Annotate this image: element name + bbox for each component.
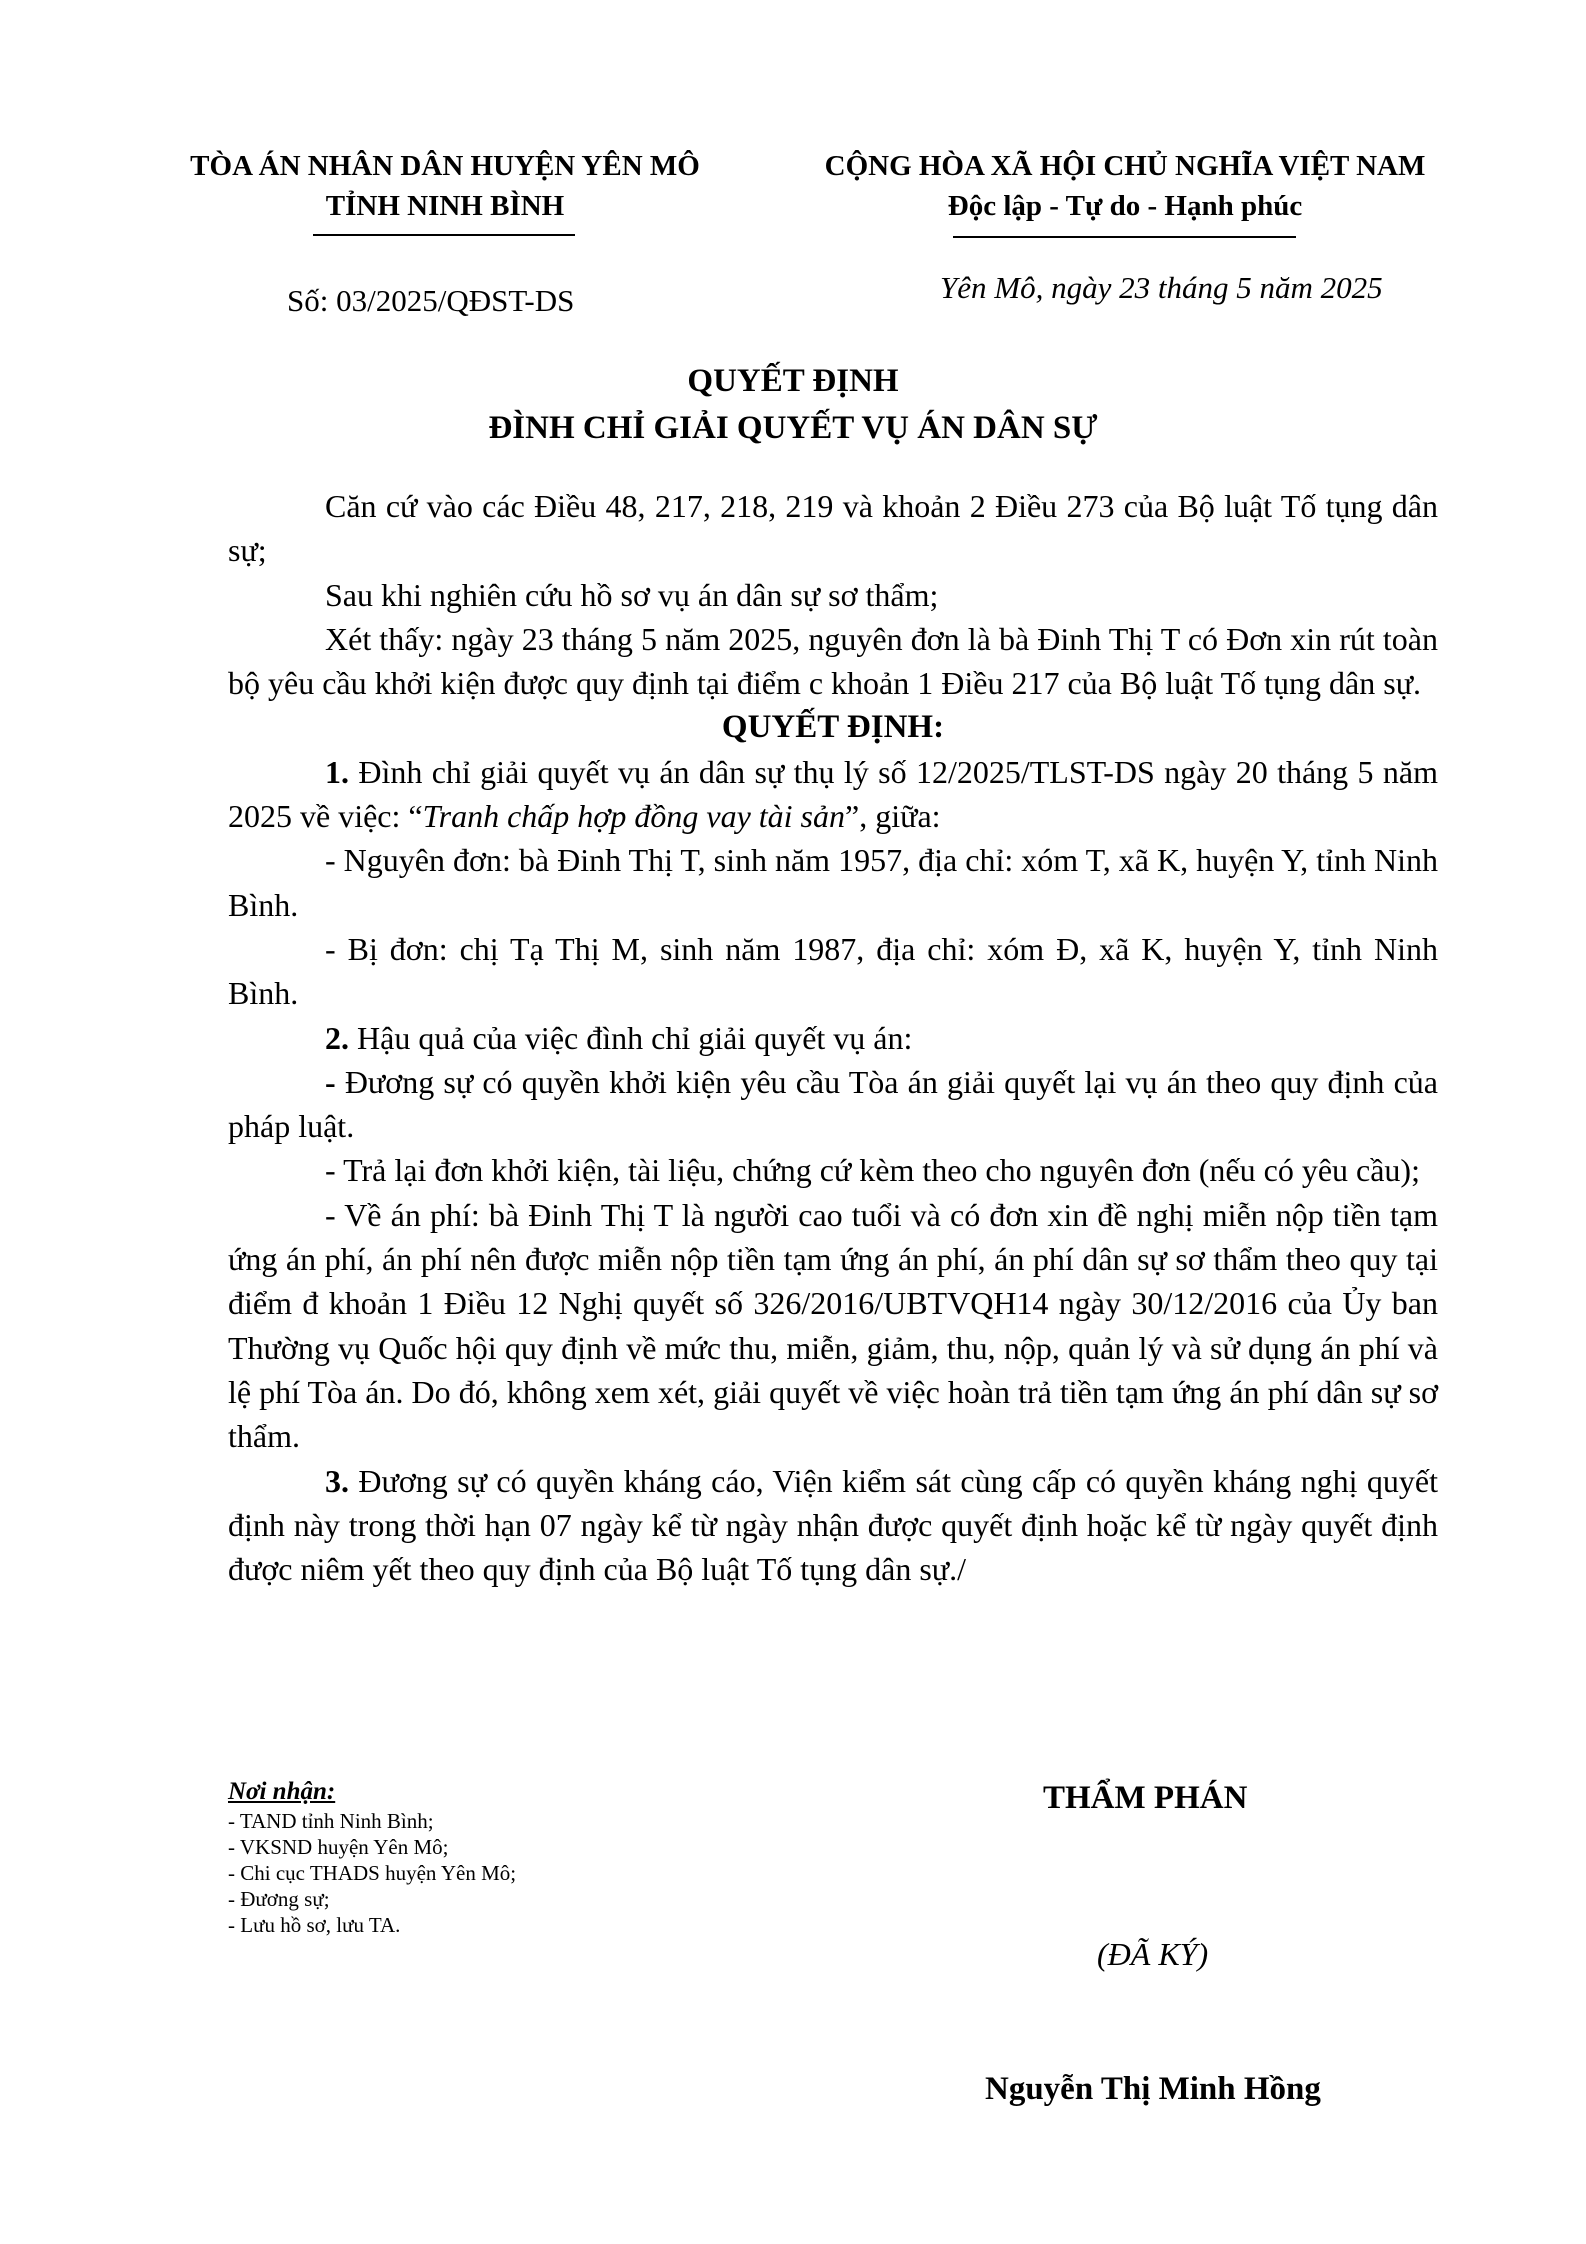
recipients-block <box>228 1776 516 1938</box>
decision-item-2 <box>228 1016 1438 1060</box>
item-3-number: 3. <box>325 1462 349 1499</box>
country-name: CỘNG HÒA XÃ HỘI CHỦ NGHĨA VIỆT NAM <box>824 150 1426 182</box>
place-date: Yên Mô, ngày 23 tháng 5 năm 2025 <box>940 270 1383 305</box>
consequence-dash: - <box>325 1063 336 1100</box>
signed-mark: (ĐÃ KÝ) <box>1097 1936 1209 1972</box>
motto-underline <box>953 236 1296 238</box>
court-name: TÒA ÁN NHÂN DÂN HUYỆN YÊN MÔ <box>190 150 700 182</box>
item-2-text: Hậu quả của việc đình chỉ giải quyết vụ án: <box>349 1019 913 1056</box>
court-underline <box>313 234 575 236</box>
item-1-text-end: ”, giữa: <box>845 798 941 835</box>
defendant-info: - Bị đơn: chị Tạ Thị M, sinh năm 1987, địa chỉ: xóm Đ, xã K, huyện Y, tỉnh Ninh Bình. <box>228 930 1438 1012</box>
signer-name: Nguyễn Thị Minh Hồng <box>985 2071 1321 2107</box>
recipient-item: - Lưu hồ sơ, lưu TA. <box>228 1913 401 1937</box>
recipient-item: - TAND tỉnh Ninh Bình; <box>228 1809 434 1833</box>
preamble-legal-basis: Căn cứ vào các Điều 48, 217, 218, 219 và khoản 2 Điều 273 của Bộ luật Tố tụng dân sự; <box>228 488 1438 569</box>
item-1-text: Đình chỉ giải quyết vụ án dân sự thụ lý số 12/2025/TLST-DS ngày 20 tháng 5 năm 2025 về việc: “ <box>228 753 1438 835</box>
recipient-item: - Chi cục THADS huyện Yên Mô; <box>228 1861 517 1885</box>
item-3-text: Đương sự có quyền kháng cáo, Viện kiểm sát cùng cấp có quyền kháng nghị quyết định này trong thời hạn 07 ngày kể từ ngày nhận được quyết định hoặc kể từ ngày quyết định được niêm yết theo quy định của Bộ luật Tố tụng dân sự./ <box>228 1462 1438 1588</box>
signer-role: THẨM PHÁN <box>1043 1780 1248 1816</box>
document-number: Số: 03/2025/QĐST-DS <box>287 283 575 318</box>
item-2-number: 2. <box>325 1019 349 1056</box>
decision-item-3 <box>228 1459 1438 1592</box>
item-1-number: 1. <box>325 753 349 790</box>
recipient-item: - VKSND huyện Yên Mô; <box>228 1835 449 1859</box>
consequence-refile-text: Đương sự có quyền khởi kiện yêu cầu Tòa án giải quyết lại vụ án theo quy định của pháp luật. <box>228 1063 1438 1145</box>
decision-heading: QUYẾT ĐỊNH: <box>721 709 945 746</box>
preamble-review: Sau khi nghiên cứu hồ sơ vụ án dân sự sơ thẩm; <box>325 576 939 613</box>
case-name: Tranh chấp hợp đồng vay tài sản <box>422 798 845 835</box>
recipient-item: - Đương sự; <box>228 1887 330 1911</box>
consequence-refile <box>228 1060 1438 1149</box>
plaintiff-info: - Nguyên đơn: bà Đinh Thị T, sinh năm 1957, địa chỉ: xóm T, xã K, huyện Y, tỉnh Ninh Bình. <box>228 842 1438 923</box>
consequence-court-fee: - Về án phí: bà Đinh Thị T là người cao tuổi và có đơn xin đề nghị miễn nộp tiền tạm ứng án phí, án phí nên được miễn nộp tiền tạm ứng án phí, án phí dân sự sơ thẩm theo quy tại điểm đ khoản 1 Điều 12 Nghị quyết số 326/2016/UBTVQH14 ngày 30/12/2016 của Ủy ban Thường vụ Quốc hội quy định về mức thu, miễn, giảm, thu, nộp, quản lý và sử dụng án phí và lệ phí Tòa án. Do đó, không xem xét, giải quyết về việc hoàn trả tiền tạm ứng án phí dân sự sơ thẩm. <box>228 1196 1438 1455</box>
court-province: TỈNH NINH BÌNH <box>325 190 565 222</box>
recipients-heading: Nơi nhận: <box>228 1778 336 1805</box>
consequence-return-docs: - Trả lại đơn khởi kiện, tài liệu, chứng cứ kèm theo cho nguyên đơn (nếu có yêu cầu); <box>325 1152 1420 1189</box>
preamble-consideration: Xét thấy: ngày 23 tháng 5 năm 2025, nguyên đơn là bà Đinh Thị T có Đơn xin rút toàn bộ yêu cầu khởi kiện được quy định tại điểm c khoản 1 Điều 217 của Bộ luật Tố tụng dân sự. <box>228 620 1438 702</box>
document-subtitle: ĐÌNH CHỈ GIẢI QUYẾT VỤ ÁN DÂN SỰ <box>488 410 1098 446</box>
document-title: QUYẾT ĐỊNH <box>687 363 899 399</box>
country-motto: Độc lập - Tự do - Hạnh phúc <box>947 190 1303 222</box>
decision-item-1 <box>228 750 1438 839</box>
document-body <box>228 484 1438 1591</box>
